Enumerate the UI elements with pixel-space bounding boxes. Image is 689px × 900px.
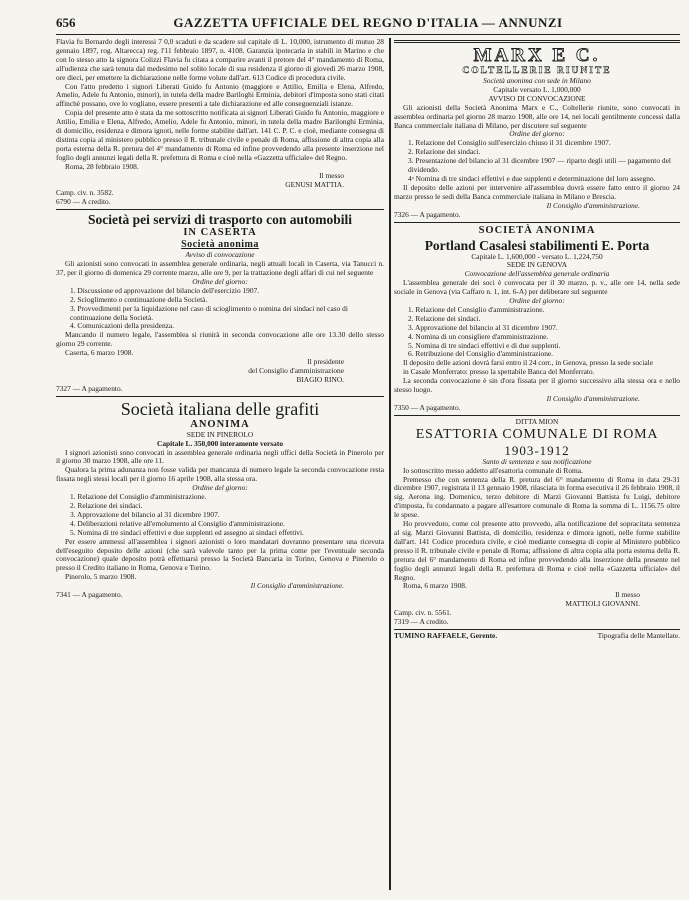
payment-line: 7350 — A pagamento. [394, 402, 461, 412]
notice-portland [394, 225, 680, 413]
manager-name: TUMINO RAFFAELE, Gerente. [394, 630, 498, 640]
agenda-item: 2. Relazione dei sindaci. [408, 313, 481, 323]
gazette-page [56, 12, 680, 892]
right-column [394, 38, 680, 640]
agenda-item: 1. Relazione del Consiglio sull'esercizio chiuso il 31 dicembre 1907. [408, 138, 611, 148]
notice-esattoria [394, 418, 680, 627]
company-type: ANONIMA [190, 418, 250, 430]
agenda-item: 1. Discussione ed approvazione del bilancio dell'esercizio 1907. [70, 285, 260, 295]
agenda-item: 1. Relazione del Consiglio d'amministrazione. [408, 304, 545, 314]
agenda-item: 5. Nomina di tre sindaci effettivi e di due supplenti. [408, 340, 561, 350]
agenda-item: 2. Relazione dei sindaci. [70, 500, 143, 510]
notice-heading: Convocazione dell'assemblea generale ordinaria [464, 269, 610, 279]
section-rule [394, 40, 680, 43]
column-divider [389, 38, 391, 890]
page-number: 656 [56, 15, 76, 30]
printer-name: Tipografia delle Mantellate. [597, 630, 680, 640]
section-rule [56, 396, 384, 397]
date-line: Pinerolo, 5 marzo 1908. [65, 572, 137, 582]
notice-closing: in Casale Monferrato: presso la spettabile Banca del Monferrato. [403, 367, 595, 377]
section-rule [56, 209, 384, 210]
agenda-item: 5. Nomina di tre sindaci effettivi e due supplenti ed assegno ai sindaci effettivi. [70, 527, 304, 537]
agenda-item: 3. Presentazione del bilancio al 31 dicembre 1907 — riparto degli utili — pagamento del dividendo. [408, 156, 671, 175]
date-line: Roma, 6 marzo 1908. [403, 581, 467, 591]
company-seat: SEDE IN PINEROLO [186, 429, 254, 439]
signature-name: MATTIOLI GIOVANNI. [565, 599, 640, 609]
company-capital: Capitale L. 350,000 interamente versato [156, 438, 284, 448]
notice-heading: Sunto di sentenza e sua notificazione [482, 456, 592, 466]
notice-paragraph: Con l'atto predetto i signori Liberati Guido fu Antonio (maggiore e Attilio, Emilia e Elena, Alfredo, Amelio, Adele fu Antonio, minori), in tutela della madre Bariloghi Erminia, debitori d'imposta sono stati citati affinchè possano, ove lo vogliano, essere presenti a tale dichiarazione ed alle conseguenziali istanze. [56, 81, 384, 109]
notice-paragraph: Ho provveduto, come col presente atto provvedo, alla notificazione del sopracitata sentenza al sig. Marzi Giovanni Battista, di domicilio, residenza e dimora ignoti, nelle forme stabilite dall'art. 141 Codice procedura civile, e cioè mediante consegna di copie al Ministero pubblico presso il R. tribunale civile e penale di Roma; affissione di altra copia alla porta esterna della R. pretura del 6° mandamento di Roma ed infine provvedendo alla inserzione della presente nel foglio degli annunzi legali della R. prefettura di Roma e cioè nella «Gazzetta ufficiale» del Regno. [394, 519, 680, 582]
agenda-title: Ordine del giorno: [509, 296, 565, 306]
company-type: SOCIETÀ ANONIMA [478, 224, 596, 236]
date-line: Caserta, 6 marzo 1908. [65, 348, 134, 358]
notice-closing: La seconda convocazione è sin d'ora fissata per il giorno successivo alla stessa ora e nello stesso luogo. [394, 376, 680, 395]
office-years: 1903-1912 [504, 442, 570, 458]
payment-line: 7341 — A pagamento. [56, 590, 123, 600]
agenda-item: 1. Relazione del Consiglio d'amministrazione. [70, 492, 207, 502]
notice-intro: Gli azionisti della Società Anonima Marx e C., Coltellerie riunite, sono convocati in assemblea ordinaria pel giorno 28 marzo 1908, alle ore 14, nei locali gentilmente concessi dalla Banca commerciale italiana di Milano, per discutere sul seguente [394, 102, 680, 130]
running-title: GAZZETTA UFFICIALE DEL REGNO D'ITALIA — ANNUNZI [173, 15, 563, 30]
notice-paragraph: Premesso che con sentenza della R. pretura del 6° mandamento di Roma in data 29-31 dicembre 1907, registrata il 13 gennaio 1908, rilasciata in forma esecutiva il 26 febbraio 1908, il sig. Aerona ing. Domenico, terzo debitore di Marzi Giovanni Battista fu Luigi, debitore d'imposta, fu condannato a pagare all'esattore comunale di Roma la somma di L. 1156.75 oltre le spese. [394, 474, 680, 520]
payment-line: 6790 — A credito. [56, 197, 111, 207]
agenda-title: Ordine del giorno: [509, 129, 565, 139]
company-city: IN CASERTA [183, 227, 257, 239]
signature-role: Il messo [319, 170, 344, 180]
payment-line: 7319 — A credito. [394, 617, 449, 627]
reference-line: Camp. civ. n. 3582. [56, 188, 114, 198]
signature-role: del Consiglio d'amministrazione [248, 366, 344, 375]
notice-closing: Per essere ammessi all'assemblea i signori azionisti o loro mandatari dovranno presentare una ricevuta dell'eseguito deposito delle azioni (che sarà valevole tanto per la prima come per l'eventuale seconda convocazione) quale deposito potrà effettuarsi presso la Società Bancaria in Torino, Genova e Pinerolo o presso il Credito italiano in Roma, Genova e Torino. [56, 536, 384, 573]
notice-second: Qualora la prima adunanza non fosse valida per mancanza di numero legale la seconda convocazione resta fissata negli stessi locali per il giorno 16 aprile 1908, alla stessa ora. [56, 465, 384, 484]
agenda-title: Ordine del giorno: [192, 483, 248, 493]
notice-heading: Avviso di convocazione [185, 250, 255, 260]
company-title: Società pei servizi di trasporto con automobili [88, 212, 352, 228]
notice-marx [394, 40, 680, 220]
agenda-title: Ordine del giorno: [192, 276, 248, 286]
agenda-item: 2. Scioglimento o continuazione della Società. [70, 294, 208, 304]
payment-line: 7326 — A pagamento. [394, 209, 461, 219]
agenda-item: 3. Approvazione del bilancio al 31 dicembre 1907. [70, 509, 220, 519]
notice-heading: AVVISO DI CONVOCAZIONE [488, 93, 586, 103]
signature-name: BIAGIO RINO. [296, 374, 344, 384]
company-seat: Società anonima con sede in Milano [483, 76, 591, 85]
company-title: Società italiana delle grafiti [120, 398, 320, 419]
notice-intro: I signori azionisti sono convocati in assemblea generale ordinaria negli uffici della Società in Pinerolo per il giorno 30 marzo 1908, alle ore 11. [56, 447, 384, 466]
notice-paragraph: Copia del presente atto è stata da me sottoscritto notificata ai signori Liberati Guido fu Antonio, maggiore e Attilio, Emilia e Elena, Alfredo, Amelio, Adele fu Antonio, minori, in tutela della madre Barilonghi Erminia, di domicilio, residenza e dimora ignoti, nelle forme stabilite dall'art. 141 C. P. C. e cioè, mediante consegna di distinta copia al ministero pubblico presso il R. tribunale civile e penale di Roma, affissione di altra copia alla porta esterna della R. pretura del 4° mandamento di Roma ed infine provvedendo alla presente inserzione nel foglio degli annunzi legali della R. prefettura di Roma e cioè nella «Gazzetta ufficiale» del Regno. [56, 108, 384, 162]
company-capital: Capitale versato L. 1,000,000 [493, 84, 581, 94]
notice-paragraph: Flavia fu Bernardo degli interessi 7 0,0 scaduti e da scadere sul capitale di L. 10,000, istrumento di mutuo 28 gennaio 1897, rog. Altarecca) reg. l'11 febbraio 1897, n. 4108. Garanzia ipotecaria in stabili in Marino e che con lo stesso atto la signora Colizzi Flavia fu citata a comparire avanti il pretore del 4° mandamento di Roma, all'udienza che sarà tenuta dal medesimo nel solito locale di sua residenza il giorno di giovedì 26 marzo 1908, ore dieci, per emettere la dichiarazione nelle forme volute dall'art. 613 Codice di procedura civile. [56, 38, 384, 82]
company-subtitle: COLTELLERIE RIUNITE [462, 66, 612, 76]
notice-paragraph: Io sottoscritto messo addetto all'esattoria comunale di Roma. [403, 465, 583, 475]
agenda-item: 6. Retribuzione del Consiglio d'amministrazione. [408, 349, 554, 359]
notice-closing: Il deposito delle azioni dovrà farsi entro il 24 corr., in Genova, presso la sede sociale [403, 358, 653, 368]
imprint-line [394, 629, 680, 640]
date-line: Roma, 28 febbraio 1908. [65, 161, 139, 171]
payment-line: 7327 — A pagamento. [56, 383, 123, 393]
reference-line: Camp. civ. n. 5561. [394, 608, 452, 618]
company-seat: SEDE IN GENOVA [506, 260, 568, 270]
company-type: Società anonima [181, 239, 259, 251]
notice-trasporto [56, 212, 384, 394]
notice-closing: Mancando il numero legale, l'assemblea si riunirà in seconda convocazione alle ore 13.30 dello stesso giorno 29 corrente. [56, 330, 384, 349]
section-rule [394, 415, 680, 416]
agenda-item: 4. Nomina di un consigliere d'amministrazione. [408, 331, 549, 341]
signature-role: Il Consiglio d'amministrazione. [546, 200, 640, 210]
left-column [56, 38, 384, 600]
notice-grafiti [56, 399, 384, 600]
agenda-item: 3. Provvedimenti per la liquidazione nel caso di scioglimento o nomina dei sindaci nel caso di continuazione della Società. [70, 303, 348, 322]
agenda-item: 2. Relazione dei sindaci. [408, 147, 481, 157]
notice-intro: Gli azionisti sono convocati in assemblea generale ordinaria, negli attuali locali in Caserta, via Tanucci n. 37, per il giorno di domenica 29 corrente marzo, alle ore 9, per la trattazione degli affari di cui nel seguente [56, 259, 384, 278]
agenda-item: 4. Deliberazioni relative all'emolumento al Consiglio d'amministrazione. [70, 518, 285, 528]
agenda-item: 3. Approvazione del bilancio al 31 dicembre 1907. [408, 322, 558, 332]
firm-name: DITTA MION [515, 416, 559, 426]
office-title: ESATTORIA COMUNALE DI ROMA [415, 426, 659, 442]
signature-role: Il presidente [307, 357, 344, 367]
signature-role: Il Consiglio d'amministrazione. [546, 394, 640, 403]
company-capital: Capitale L. 1,600,000 - versato L. 1,224,750 [471, 251, 603, 261]
notice-closing: Il deposito delle azioni per intervenire all'assemblea dovrà essere fatto entro il giorno 24 marzo presso le sedi della Banca commerciale italiana in Milano e Brescia. [394, 182, 680, 201]
company-title: Portland Casalesi stabilimenti E. Porta [424, 237, 650, 253]
notice-colizzi [56, 38, 384, 207]
section-rule [394, 222, 680, 223]
running-header [56, 12, 680, 35]
agenda-item: 4. Comunicazioni della presidenza. [70, 321, 175, 331]
notice-intro: L'assemblea generale dei soci è convocata per il 30 marzo, p. v., alle ore 14, nella sede sociale in Genova (via Caffaro n. 1, int. 6-A) per deliberare sul seguente [394, 278, 680, 297]
signature-role: Il messo [615, 590, 640, 600]
signature-role: Il Consiglio d'amministrazione. [250, 581, 344, 591]
signature-name: GENUSI MATTIA. [285, 179, 344, 189]
agenda-item: 4ᵒ Nomina di tre sindaci effettivi e due supplenti e determinazione del loro assegno. [408, 173, 656, 183]
company-title: MARX E C. [473, 45, 601, 66]
